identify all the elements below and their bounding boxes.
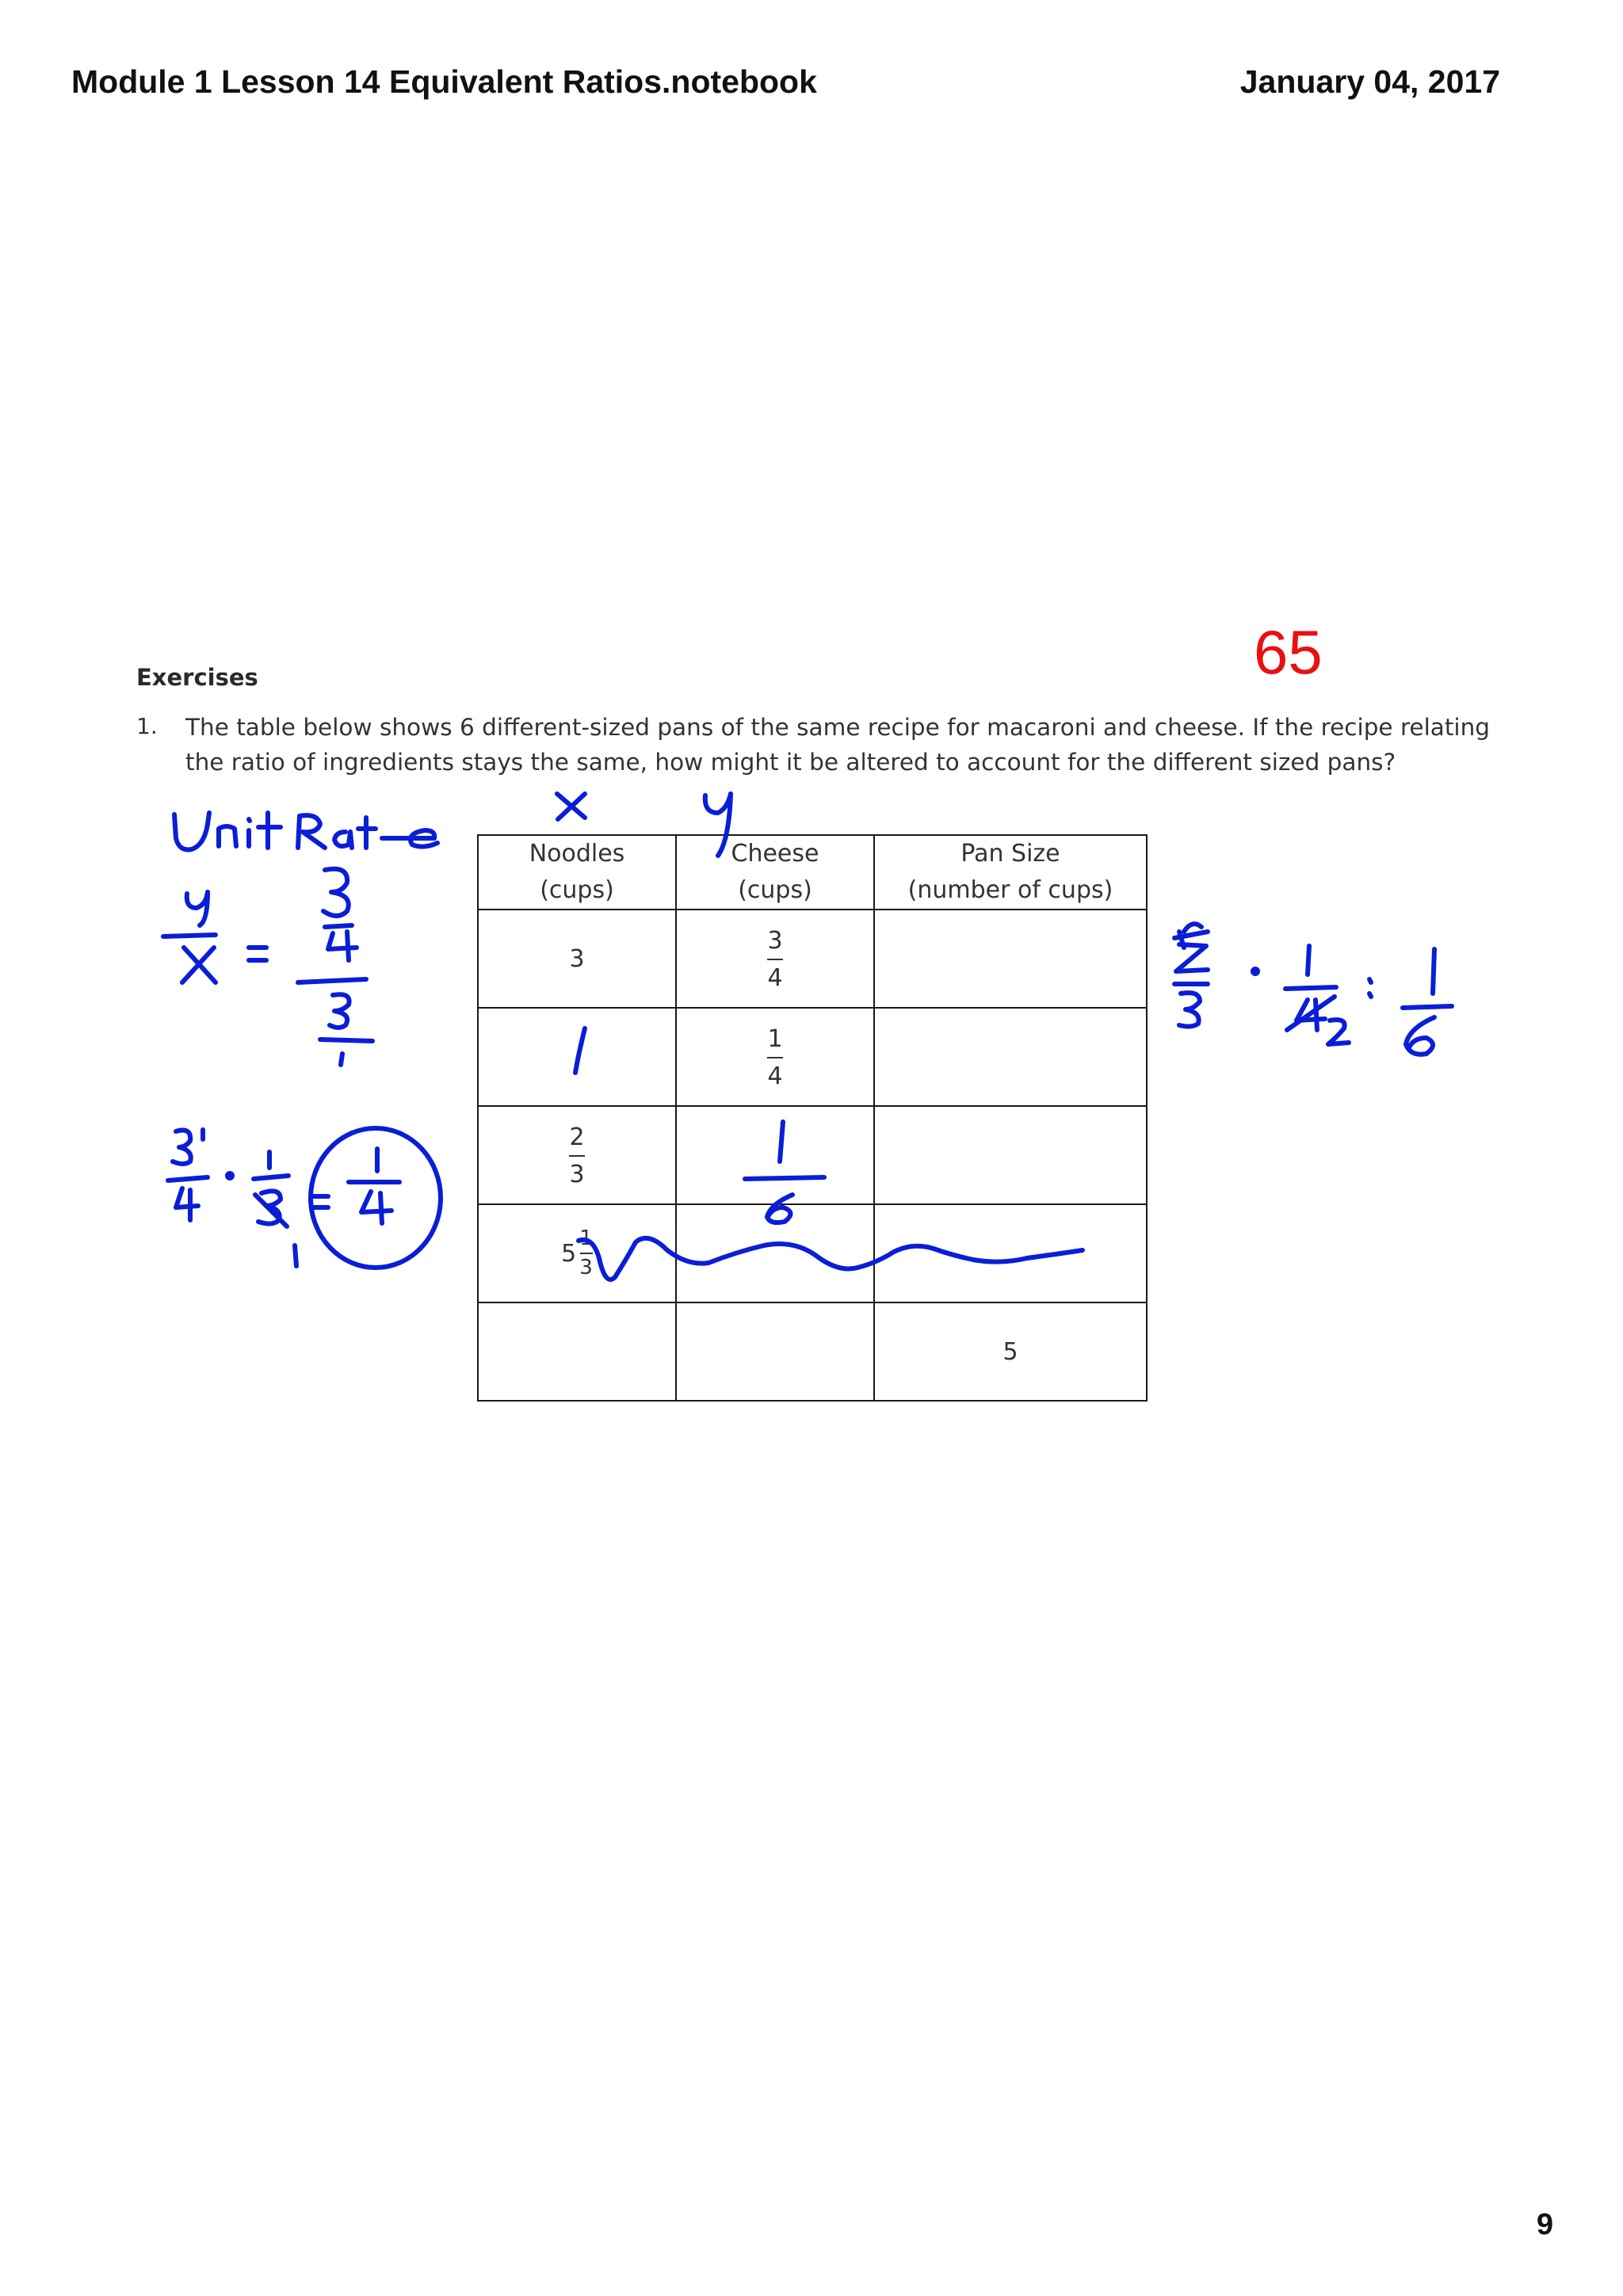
mixed-number-whole: 5 [561, 1239, 577, 1268]
handwritten-unit-rate [174, 813, 437, 849]
notebook-title: Module 1 Lesson 14 Equivalent Ratios.notebook [71, 63, 817, 100]
fraction-denominator: 3 [579, 1256, 593, 1280]
header-noodles-label: Noodles [529, 840, 625, 868]
handwritten-right-calculation [1174, 924, 1452, 1055]
fraction-denominator: 4 [767, 963, 783, 992]
fraction-numerator: 2 [569, 1123, 585, 1151]
page-number: 9 [1536, 2208, 1553, 2241]
handwritten-x-label [557, 794, 585, 819]
fraction-numerator: 1 [767, 1024, 783, 1053]
fraction-denominator: 4 [767, 1062, 783, 1090]
header-pan-size-unit: (number of cups) [907, 876, 1113, 904]
header-noodles-unit: (cups) [540, 876, 614, 904]
problem-number: 1. [136, 713, 158, 739]
fraction-numerator: 3 [767, 926, 783, 955]
problem-text: The table below shows 6 different-sized pans of the same recipe for macaroni and cheese. If the recipe relating the ratio of ingredients stays the same, how might it be altered to account for the different sized pans? [185, 714, 1491, 776]
exercises-heading: Exercises [136, 664, 258, 691]
header-date: January 04, 2017 [1239, 63, 1500, 100]
header-cheese-label: Cheese [731, 840, 819, 868]
cell-pan-size: 5 [874, 1302, 1147, 1401]
handwritten-ratio-equation [163, 869, 372, 1065]
page-annotation-number: 65 [1254, 617, 1323, 687]
cell-noodles: 3 [478, 910, 676, 1008]
fraction-numerator: 1 [579, 1226, 593, 1251]
header-cheese-unit: (cups) [738, 876, 812, 904]
handwritten-table-entries [575, 1024, 1083, 1280]
handwritten-y-label [705, 794, 731, 856]
handwritten-multiplication [168, 1128, 441, 1268]
fraction-denominator: 3 [569, 1160, 585, 1188]
header-pan-size-label: Pan Size [960, 840, 1060, 868]
